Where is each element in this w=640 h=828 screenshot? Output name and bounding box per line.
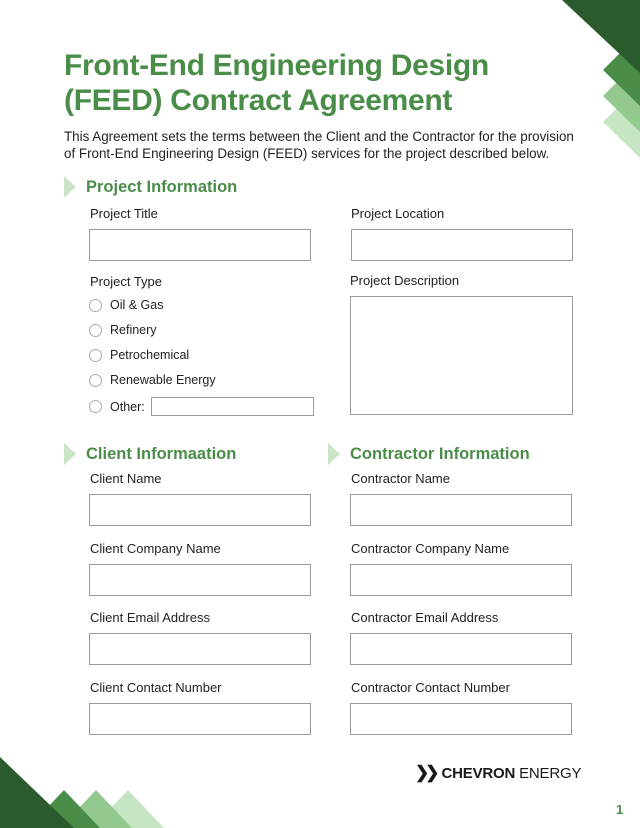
project-location-label: Project Location: [351, 206, 445, 221]
page-number: 1: [616, 802, 624, 817]
contractor-company-label: Contractor Company Name: [351, 541, 510, 556]
project-description-label: Project Description: [350, 273, 460, 288]
radio-button[interactable]: [89, 299, 102, 312]
contractor-name-input[interactable]: [350, 494, 572, 526]
client-name-label: Client Name: [90, 471, 162, 486]
title-line-1: Front-End Engineering Design: [64, 49, 489, 82]
top-right-mid-stripe: [603, 33, 640, 106]
client-email-input[interactable]: [89, 633, 311, 665]
contractor-company-input[interactable]: [350, 564, 572, 596]
company-logo: [415, 763, 581, 783]
radio-label: Refinery: [110, 323, 157, 337]
top-right-light-stripe: [603, 59, 640, 132]
title-line-2: (FEED) Contract Agreement: [64, 84, 453, 117]
contractor-name-label: Contractor Name: [351, 471, 450, 486]
other-type-input[interactable]: [151, 397, 314, 416]
project-type-label: Project Type: [90, 274, 163, 289]
bottom-left-dark-triangle: [0, 757, 74, 828]
radio-option-refinery[interactable]: [89, 323, 157, 337]
logo-wordmark-light: ENERGY: [519, 764, 582, 782]
triangle-bullet-icon: [64, 443, 76, 465]
client-company-label: Client Company Name: [90, 541, 221, 556]
client-name-input[interactable]: [89, 494, 311, 526]
radio-option-other[interactable]: [89, 397, 314, 416]
project-title-input[interactable]: [89, 229, 311, 261]
client-email-label: Client Email Address: [90, 610, 210, 625]
project-description-textarea[interactable]: [350, 296, 573, 415]
radio-label: Other:: [110, 399, 145, 414]
radio-label: Petrochemical: [110, 348, 190, 362]
top-right-pale-stripe: [603, 85, 640, 158]
radio-option-oil-gas[interactable]: [89, 298, 164, 312]
logo-wordmark-bold: CHEVRON: [441, 764, 516, 782]
section-title: Contractor Information: [350, 444, 530, 463]
triangle-bullet-icon: [64, 176, 76, 198]
project-title-label: Project Title: [90, 206, 158, 221]
section-title: Client Informaation: [86, 444, 237, 463]
top-right-dark-triangle: [562, 0, 640, 73]
contractor-email-label: Contractor Email Address: [351, 610, 499, 625]
intro-paragraph: This Agreement sets the terms between the Client and the Contractor for the provision of Front-End Engineering Design (FEED) services for the project described below.: [64, 129, 574, 161]
radio-button[interactable]: [89, 400, 102, 413]
radio-option-renewable-energy[interactable]: [89, 373, 216, 387]
bottom-left-light-stripe: [60, 790, 132, 828]
project-location-input[interactable]: [351, 229, 573, 261]
section-heading-client: [64, 443, 236, 465]
double-chevron-icon: ❯❯: [415, 763, 436, 782]
triangle-bullet-icon: [328, 443, 340, 465]
bottom-left-pale-stripe: [92, 790, 164, 828]
section-heading-project: [64, 176, 237, 198]
client-company-input[interactable]: [89, 564, 311, 596]
client-contact-label: Client Contact Number: [90, 680, 222, 695]
client-contact-input[interactable]: [89, 703, 311, 735]
radio-button[interactable]: [89, 324, 102, 337]
radio-button[interactable]: [89, 349, 102, 362]
radio-label: Oil & Gas: [110, 298, 164, 312]
radio-option-petrochemical[interactable]: [89, 348, 189, 362]
bottom-left-mid-stripe: [28, 790, 100, 828]
contractor-contact-label: Contractor Contact Number: [351, 680, 510, 695]
radio-button[interactable]: [89, 374, 102, 387]
radio-label: Renewable Energy: [110, 373, 216, 387]
contractor-contact-input[interactable]: [350, 703, 572, 735]
section-heading-contractor: [328, 443, 530, 465]
document-title: [64, 48, 489, 118]
contractor-email-input[interactable]: [350, 633, 572, 665]
section-title: Project Information: [86, 177, 238, 196]
